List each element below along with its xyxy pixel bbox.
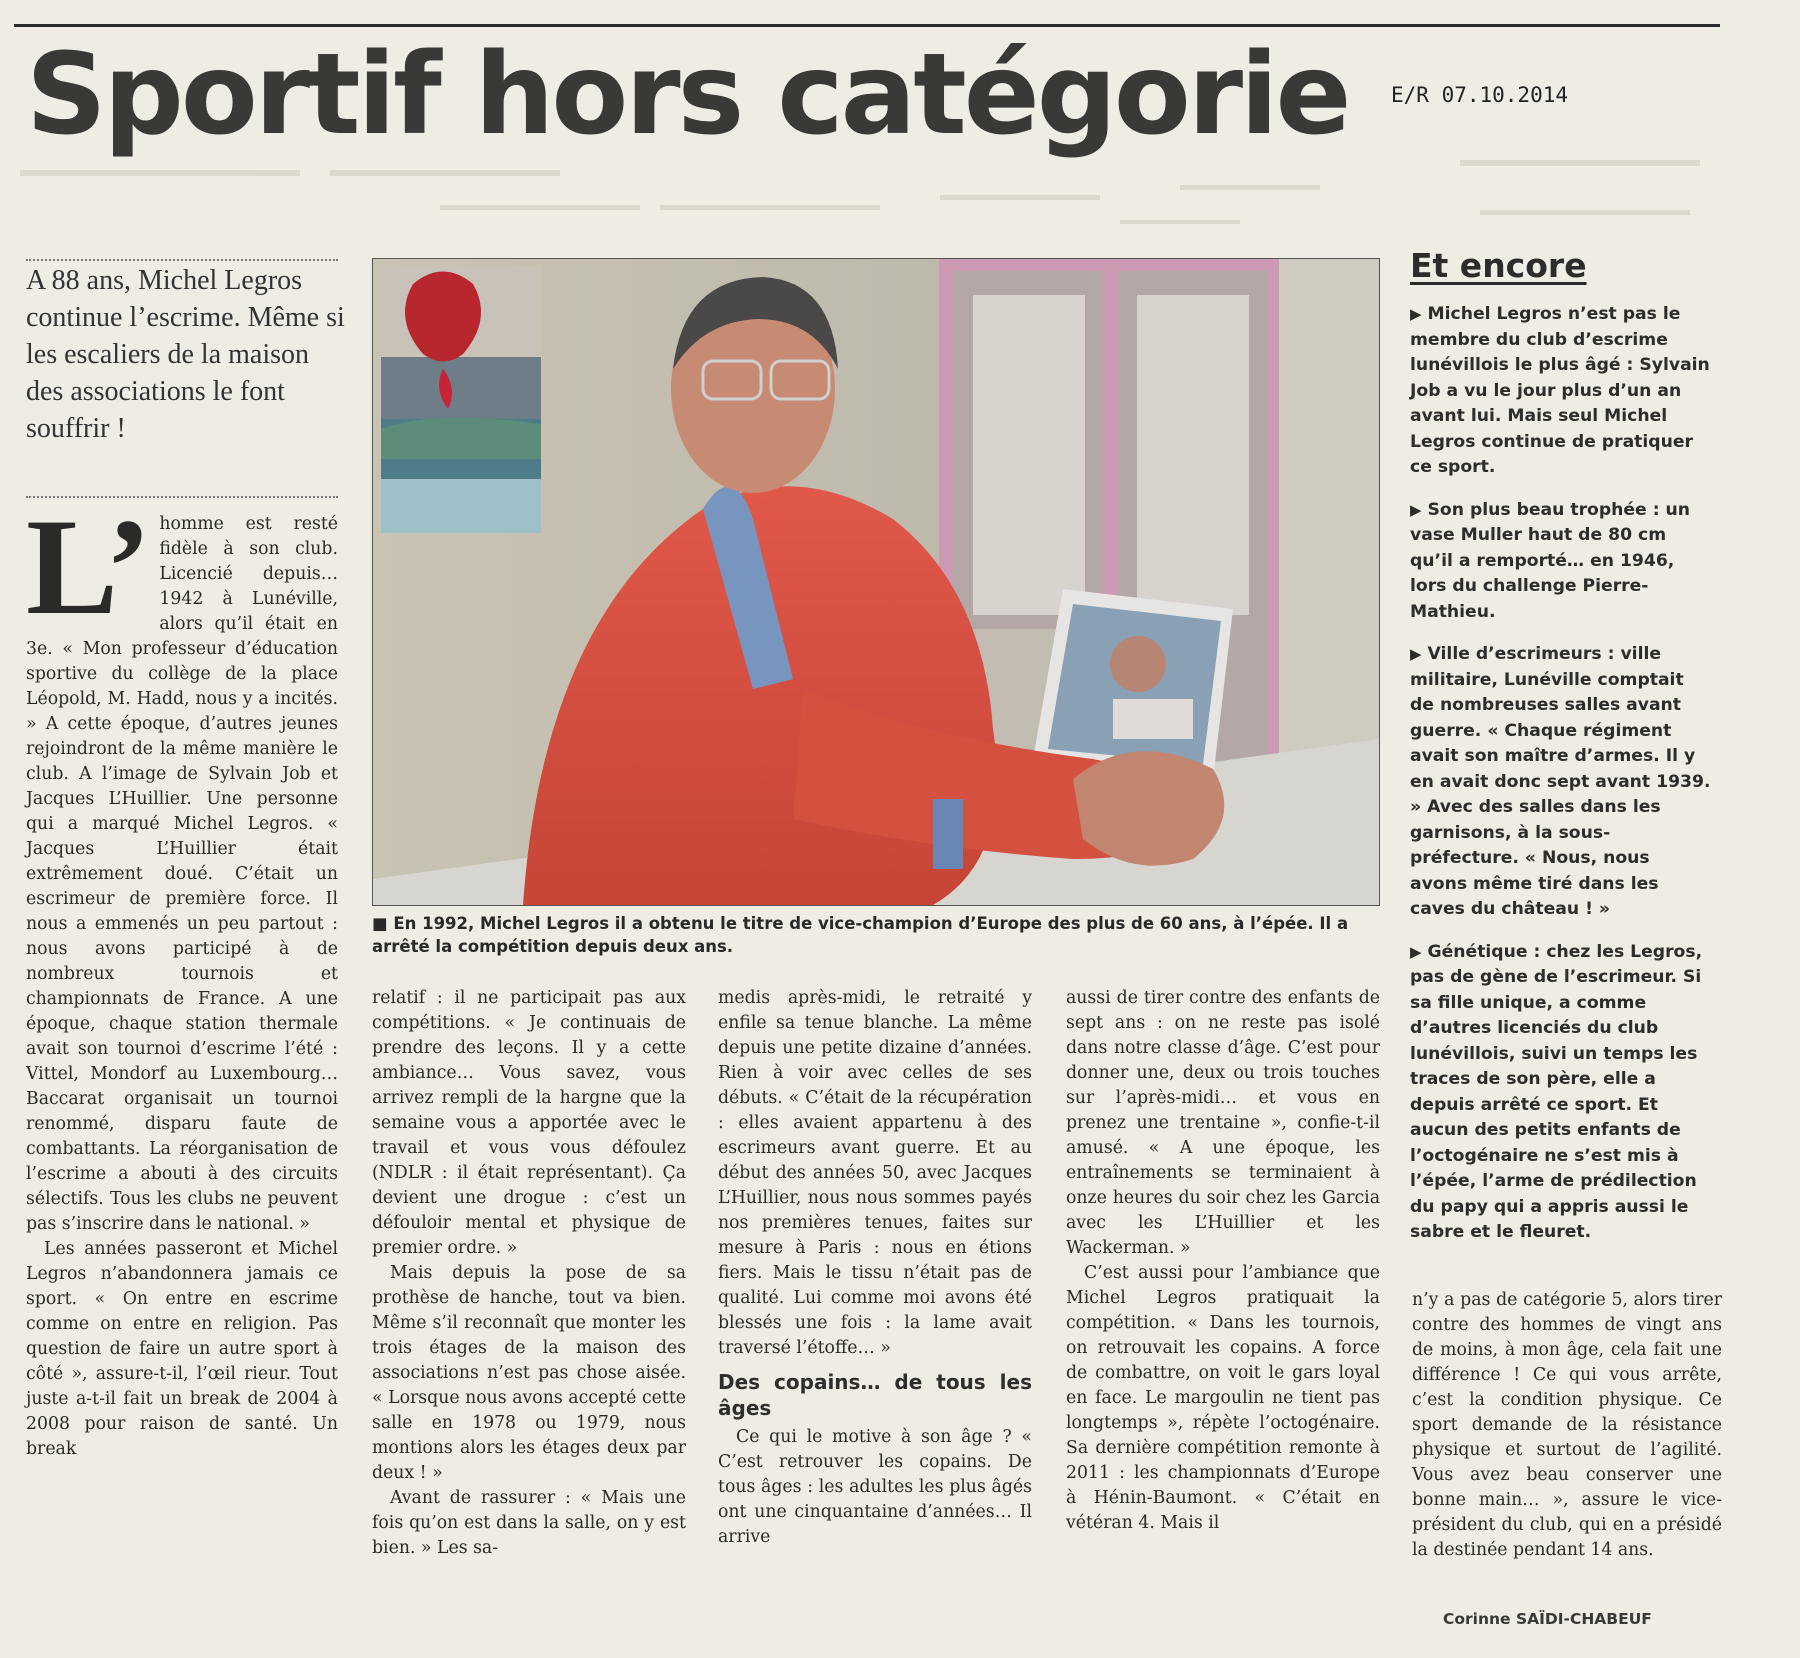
article-column-4	[1066, 986, 1380, 1536]
headline: Sportif hors catégorie	[26, 30, 1349, 160]
section-subhead: Des copains… de tous les âges	[718, 1370, 1032, 1420]
photo-caption: ■ En 1992, Michel Legros il a obtenu le titre de vice-champion d’Europe des plus de 60 ans, à l’épée. Il a arrêté la compétition depuis deux ans.	[372, 914, 1349, 956]
sidebar-item-text: Son plus beau trophée : un vase Muller haut de 80 cm qu’il a remporté… en 1946, lors du challenge Pierre-Mathieu.	[1410, 499, 1691, 622]
article-column-3	[718, 986, 1032, 1550]
sidebar-item	[1410, 302, 1712, 481]
photo-illustration	[373, 259, 1379, 905]
article-photo	[372, 258, 1380, 906]
bullet-arrow-icon: ▶	[1410, 645, 1422, 663]
author-signature: Corinne SAÏDI-CHABEUF	[1443, 1610, 1652, 1628]
bullet-arrow-icon: ▶	[1410, 500, 1422, 519]
column5-paragraph-1: n’y a pas de catégorie 5, alors tirer contre des hommes de vingt ans de moins, à mon âge, cela fait une différence ! Ce qui vous arrête, c’est la condition physique. Ce sport demande de la résistance physique et surtout de l’agilité. Vous avez beau conserver une bonne main… », assure le vice-président du club, qui en a présidé la destinée pendant 14 ans.	[1412, 1290, 1722, 1560]
held-photo	[1033, 589, 1233, 779]
chapo-top-rule	[26, 259, 338, 261]
poster	[381, 267, 541, 533]
article-column-2	[372, 986, 686, 1561]
chapo: A 88 ans, Michel Legros continue l’escrime. Même si les escaliers de la maison des associations le font souffrir !	[26, 265, 345, 444]
drop-cap: L’	[26, 490, 152, 643]
sidebar-item	[1410, 642, 1712, 923]
column2-paragraph-2: Mais depuis la pose de sa prothèse de hanche, tout va bien. Même s’il reconnaît que monter les trois étages de la maison des associations n’est pas chose aisée. « Lorsque nous avons accepté cette salle en 1978 ou 1979, nous montions alors les étages deux par deux ! »	[372, 1263, 686, 1483]
sidebar-item-text: Michel Legros n’est pas le membre du club d’escrime lunévillois le plus âgé : Sylvain Job a vu le jour plus d’un an avant lui. Mais seul Michel Legros continue de pratiquer ce sport.	[1410, 304, 1710, 477]
column1-paragraph-2: Les années passeront et Michel Legros n’abandonnera jamais ce sport. « On entre en escrime comme on entre en religion. Pas question de faire un autre sport à côté », assure-t-il, l’œil rieur. Tout juste a-t-il fait un break de 2004 à 2008 pour raison de santé. Un break	[26, 1239, 338, 1459]
column2-paragraph-3: Avant de rassurer : « Mais une fois qu’on est dans la salle, on y est bien. » Les sa-	[372, 1488, 686, 1558]
bullet-arrow-icon: ▶	[1410, 305, 1422, 323]
sidebar-item	[1410, 498, 1712, 626]
article-column-5	[1412, 1288, 1722, 1563]
sidebar-item-text: Ville d’escrimeurs : ville militaire, Lunéville comptait de nombreuses salles avant guerre. « Chaque régiment avait son maître d’armes. Il y en avait donc sept avant 1939. » Avec des salles dans les garnisons, à la sous-préfecture. « Nous, nous avons même tiré dans les caves du château ! »	[1410, 644, 1711, 919]
column1-paragraph-1: homme est resté fidèle à son club. Licencié depuis… 1942 à Lunéville, alors qu’il était en 3e. « Mon professeur d’éducation sportive du collège de la place Léopold, M. Hadd, nous y a incités. » A cette époque, d’autres jeunes rejoindront de la même manière le club. A l’image de Sylvain Job et Jacques L’Huillier. Une personne qui a marqué Michel Legros. « Jacques L’Huillier était extrêmement doué. C’était un escrimeur de première force. Il nous a emmenés un peu partout : nous avons participé à de nombreux tournois et championnats de France. A une époque, chaque station thermale avait son tournoi d’escrime l’été : Vittel, Mondorf au Luxembourg… Baccarat organisait un tournoi renommé, disparu faute de combattants. La réorganisation de l’escrime a abouti à des circuits sélectifs. Tous les clubs ne peuvent pas s’inscrire dans le national. »	[26, 514, 338, 1234]
column3-paragraph-2: Ce qui le motive à son âge ? « C’est retrouver les copains. De tous âges : les adultes les plus âgés ont une cinquantaine d’années… Il arrive	[718, 1427, 1032, 1547]
column3-paragraph-1: medis après-midi, le retraité y enfile sa tenue blanche. La même depuis une petite dizaine d’années. Rien à voir avec celles de ses débuts. « C’était de la récupération : elles avaient appartenu à des escrimeurs avant guerre. Et au début des années 50, avec Jacques L’Huillier, nous nous sommes payés nos premières tenues, faites sur mesure à Paris : nous en étions fiers. Mais le tissu n’était pas de qualité. Lui comme moi avons été blessés une fois : la lame avait traversé l’étoffe… »	[718, 988, 1032, 1358]
top-rule	[14, 24, 1720, 27]
column4-paragraph-1: aussi de tirer contre des enfants de sept ans : on ne reste pas isolé dans notre classe d’âge. C’est pour donner une, deux ou trois touches sur l’après-midi… et vous en prenez une trentaine », confie-t-il amusé. « A une époque, les entraînements se terminaient à onze heures du soir chez les Garcia avec les L’Huillier et les Wackerman. »	[1066, 988, 1380, 1258]
dateline: E/R 07.10.2014	[1391, 83, 1569, 107]
column4-paragraph-2: C’est aussi pour l’ambiance que Michel Legros pratiquait la compétition. « Dans les tournois, on retrouvait les copains. A force de combattre, on voit le gars loyal en face. Le margoulin ne tient pas longtemps », répète l’octogénaire. Sa dernière compétition remonte à 2011 : les championnats d’Europe à Hénin-Baumont. « C’était en vétéran 4. Mais il	[1066, 1263, 1380, 1533]
column2-paragraph-1: relatif : il ne participait pas aux compétitions. « Je continuais de prendre des leçons. Il y a cette ambiance… Vous savez, vous arrivez rempli de la hargne que la semaine vous a apportée avec le travail et vous vous défoulez (NDLR : il était représentant). Ça devient une drogue : c’est un défouloir mental et physique de premier ordre. »	[372, 988, 686, 1258]
bullet-arrow-icon: ▶	[1410, 942, 1422, 961]
sidebar-item	[1410, 940, 1712, 1246]
sidebar-list	[1410, 302, 1712, 1263]
sidebar-item-text: Génétique : chez les Legros, pas de gène de l’escrimeur. Si sa fille unique, a comme d’autres licenciés du club lunévillois, suivi un temps les traces de son père, elle a depuis arrêté ce sport. Et aucun des petits enfants de l’octogénaire ne s’est mis à l’épée, l’arme de prédilection du papy qui a appris aussi le sabre et le fleuret.	[1410, 941, 1703, 1242]
sidebar-title: Et encore	[1410, 246, 1587, 285]
article-column-1	[26, 490, 338, 1462]
